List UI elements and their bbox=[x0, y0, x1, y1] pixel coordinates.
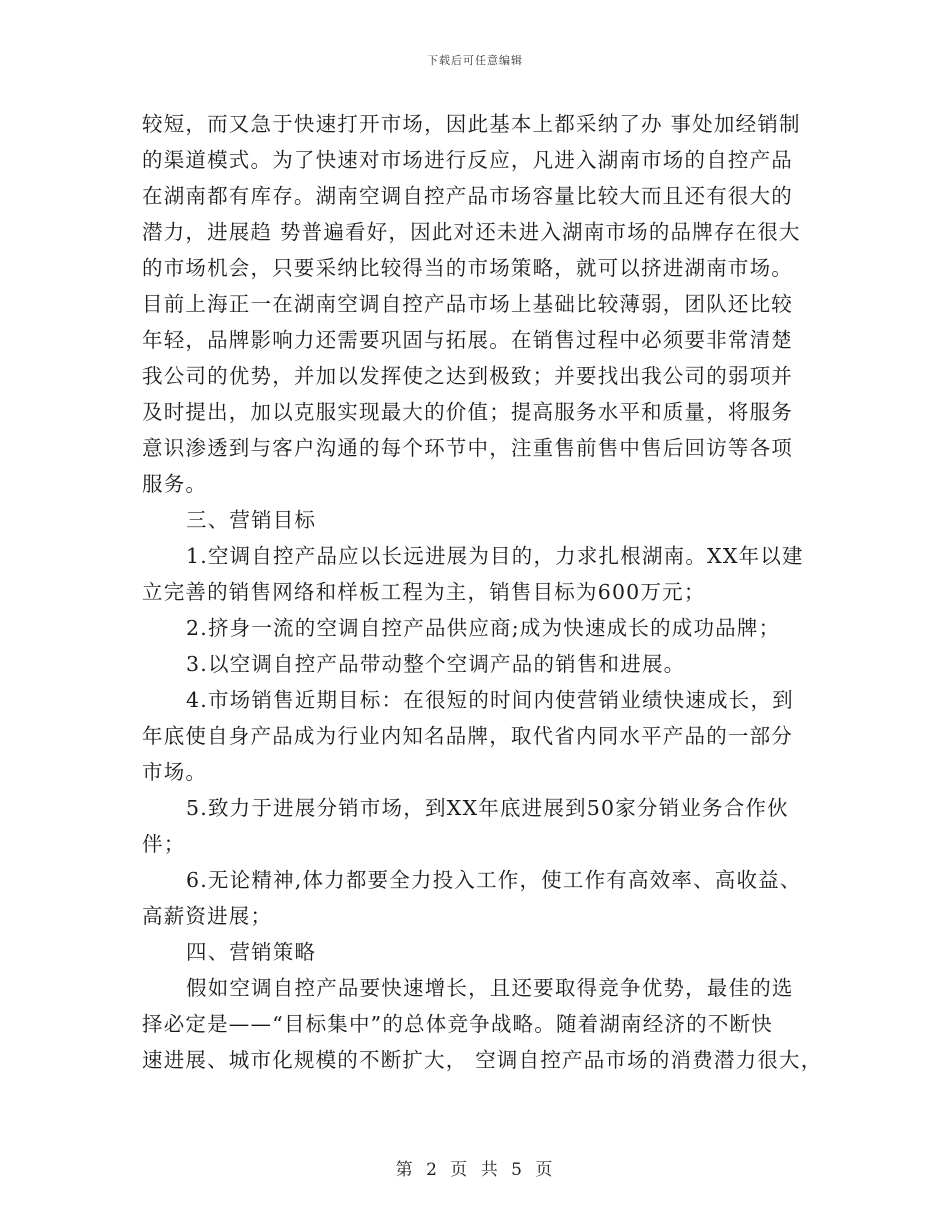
text-line: 及时提出，加以克服实现最大的价值；提高服务水平和质量，将服务 bbox=[142, 400, 793, 424]
text-line: 的渠道模式。为了快速对市场进行反应，凡进入湖南市场的自控产品 bbox=[142, 148, 793, 172]
section-heading: 四、营销策略 bbox=[186, 940, 317, 964]
text-line: 高薪资进展； bbox=[142, 904, 273, 928]
text-line: 我公司的优势，并加以发挥使之达到极致；并要找出我公司的弱项并 bbox=[142, 364, 793, 388]
text-line: 意识渗透到与客户沟通的每个环节中，注重售前售中售后回访等各项 bbox=[142, 436, 793, 460]
document-body bbox=[142, 106, 823, 1078]
paragraph-start: 假如空调自控产品要快速增长，且还要取得竞争优势，最佳的选 bbox=[186, 976, 794, 1000]
list-item: 3.以空调自控产品带动整个空调产品的销售和进展。 bbox=[186, 652, 686, 676]
text-line: 较短，而又急于快速打开市场，因此基本上都采纳了办 事处加经销制 bbox=[142, 112, 801, 136]
text-line: 立完善的销售网络和样板工程为主，销售目标为600万元； bbox=[142, 580, 706, 604]
text-line: 潜力，进展趋 势普遍看好，因此对还未进入湖南市场的品牌存在很大 bbox=[142, 220, 801, 244]
page-footer: 第 2 页 共 5 页 bbox=[395, 1160, 555, 1180]
text-line: 市场。 bbox=[142, 760, 208, 784]
text-line: 择必定是——“目标集中”的总体竞争战略。随着湖南经济的不断快 bbox=[142, 1012, 773, 1036]
text-line: 伴； bbox=[142, 832, 186, 856]
list-item: 2.挤身一流的空调自控产品供应商;成为快速成长的成功品牌； bbox=[186, 616, 781, 640]
list-item: 4.市场销售近期目标：在很短的时间内使营销业绩快速成长，到 bbox=[186, 688, 794, 712]
text-line: 服务。 bbox=[142, 472, 208, 496]
text-line: 速进展、城市化规模的不断扩大， 空调自控产品市场的消费潜力很大， bbox=[142, 1048, 823, 1072]
list-item: 6.无论精神,体力都要全力投入工作，使工作有高效率、高收益、 bbox=[186, 868, 802, 892]
text-line: 在湖南都有库存。湖南空调自控产品市场容量比较大而且还有很大的 bbox=[142, 184, 793, 208]
list-item: 5.致力于进展分销市场，到XX年底进展到50家分销业务合作伙 bbox=[186, 796, 789, 820]
page-header: 下载后可任意编辑 bbox=[427, 54, 523, 67]
text-line: 年底使自身产品成为行业内知名品牌，取代省内同水平产品的一部分 bbox=[142, 724, 793, 748]
section-heading: 三、营销目标 bbox=[186, 508, 317, 532]
text-line: 目前上海正一在湖南空调自控产品市场上基础比较薄弱，团队还比较 bbox=[142, 292, 793, 316]
text-line: 的市场机会，只要采纳比较得当的市场策略，就可以挤进湖南市场。 bbox=[142, 256, 793, 280]
text-line: 年轻，品牌影响力还需要巩固与拓展。在销售过程中必须要非常清楚 bbox=[142, 328, 793, 352]
list-item: 1.空调自控产品应以长远进展为目的，力求扎根湖南。XX年以建 bbox=[186, 544, 804, 568]
